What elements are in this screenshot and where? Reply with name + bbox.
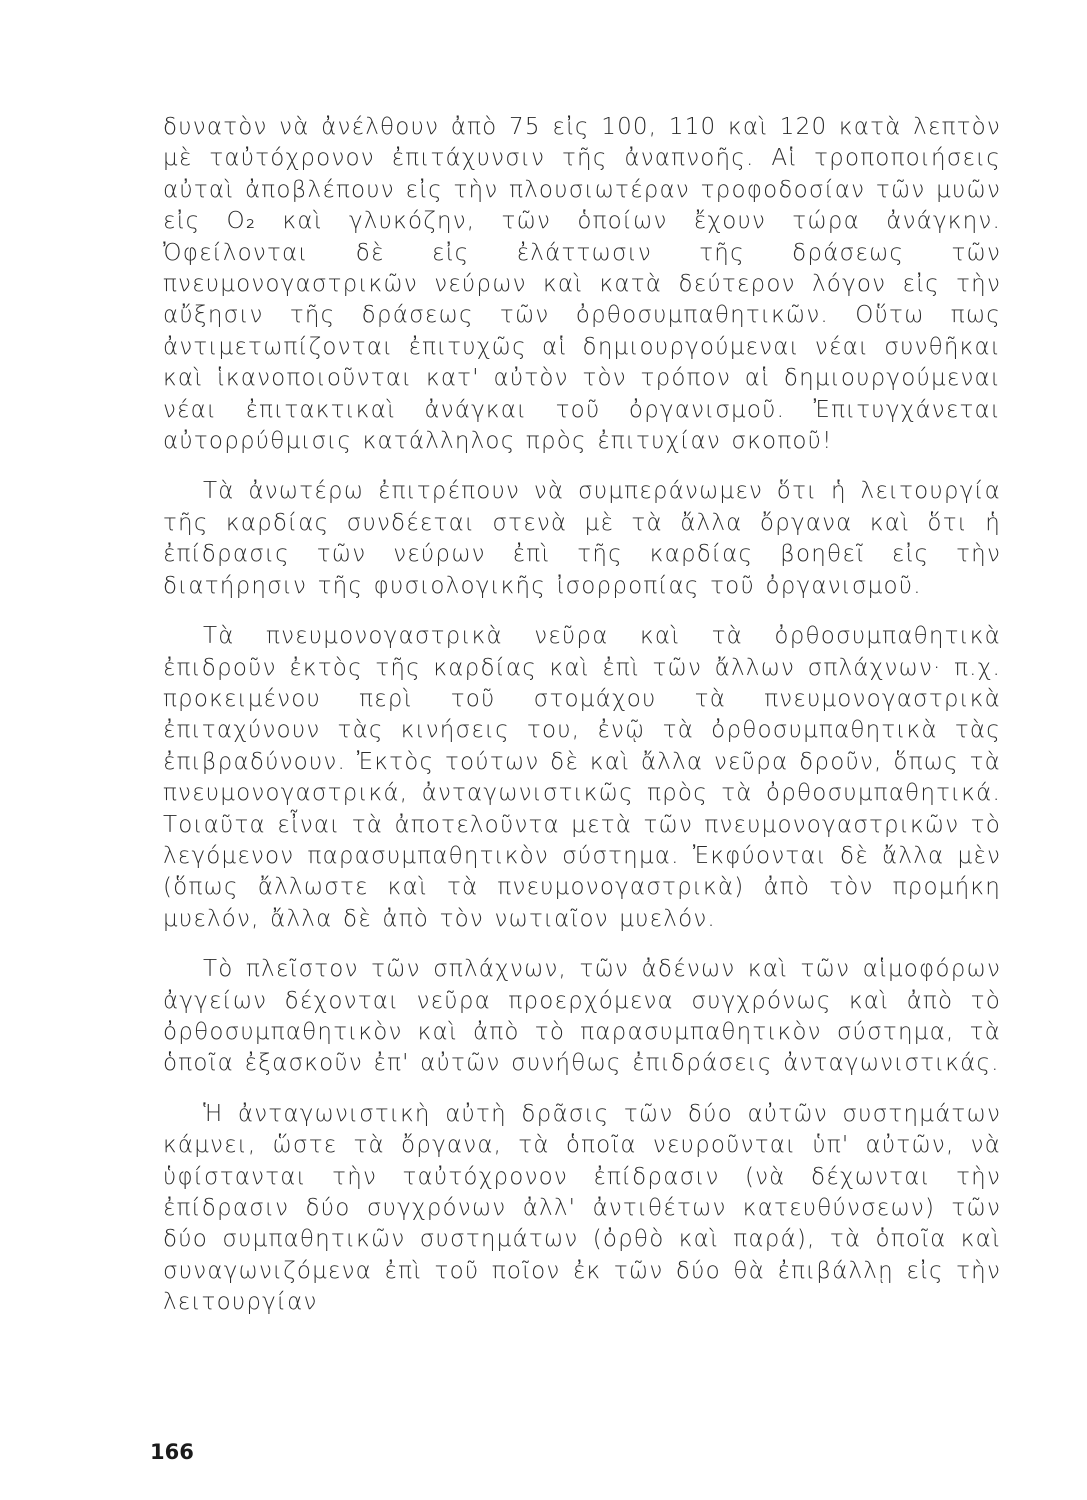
paragraph-3: Τὰ πνευμονογαστρικὰ νεῦρα καὶ τὰ ὀρθοσυμπαθητικὰ ἐπιδροῦν ἐκτὸς τῆς καρδίας καὶ ἐπὶ τῶν ἄλλων σπλάχνων· π.χ. προκειμένου περὶ τοῦ στομάχου τὰ πνευμονογαστρικὰ ἐπιταχύνουν τὰς κινήσεις του, ἐνῷ τὰ ὀρθοσυμπαθητικὰ τὰς ἐπιβραδύνουν. Ἐκτὸς τούτων δὲ καὶ ἄλλα νεῦρα δροῦν, ὅπως τὰ πνευμονογαστρικά, ἀνταγωνιστικῶς πρὸς τὰ ὀρθοσυμπαθητικά. Τοιαῦτα εἶναι τὰ ἀποτελοῦντα μετὰ τῶν πνευμονογαστρικῶν τὸ λεγόμενον παρασυμπαθητικὸν σύστημα. Ἐκφύονται δὲ ἄλλα μὲν (ὅπως ἄλλωστε καὶ τὰ πνευμονογαστρικὰ) ἀπὸ τὸν προμήκη μυελόν, ἄλλα δὲ ἀπὸ τὸν νωτιαῖον μυελόν. xyxy=(163,623,1001,932)
paragraph-2: Τὰ ἀνωτέρω ἐπιτρέπουν νὰ συμπεράνωμεν ὅτι ἡ λειτουργία τῆς καρδίας συνδέεται στενὰ μὲ τὰ ἄλλα ὄργανα καὶ ὅτι ἡ ἐπίδρασις τῶν νεύρων ἐπὶ τῆς καρδίας βοηθεῖ εἰς τὴν διατήρησιν τῆς φυσιολογικῆς ἰσορροπίας τοῦ ὀργανισμοῦ. xyxy=(163,478,1001,599)
paragraph-4: Τὸ πλεῖστον τῶν σπλάχνων, τῶν ἀδένων καὶ τῶν αἱμοφόρων ἀγγείων δέχονται νεῦρα προερχόμενα συγχρόνως καὶ ἀπὸ τὸ ὀρθοσυμπαθητικὸν καὶ ἀπὸ τὸ παρασυμπαθητικὸν σύστημα, τὰ ὁποῖα ἐξασκοῦν ἐπ' αὐτῶν συνήθως ἐπιδράσεις ἀνταγωνιστικάς. xyxy=(163,956,1001,1077)
paragraph-5: Ἡ ἀνταγωνιστικὴ αὐτὴ δρᾶσις τῶν δύο αὐτῶν συστημάτων κάμνει, ὥστε τὰ ὄργανα, τὰ ὁποῖα νευροῦνται ὑπ' αὐτῶν, νὰ ὑφίστανται τὴν ταὐτόχρονον ἐπίδρασιν (νὰ δέχωνται τὴν ἐπίδρασιν δύο συγχρόνων ἀλλ' ἀντιθέτων κατευθύνσεων) τῶν δύο συμπαθητικῶν συστημάτων (ὀρθὸ καὶ παρά), τὰ ὁποῖα καὶ συναγωνιζόμενα ἐπὶ τοῦ ποῖον ἐκ τῶν δύο θὰ ἐπιβάλλῃ εἰς τὴν λειτουργίαν xyxy=(163,1100,1001,1316)
page-number: 166 xyxy=(150,1440,194,1464)
body-text xyxy=(163,112,1001,1338)
paragraph-1: δυνατὸν νὰ ἀνέλθουν ἀπὸ 75 εἰς 100, 110 καὶ 120 κατὰ λεπτὸν μὲ ταὐτόχρονον ἐπιτάχυνσιν τῆς ἀναπνοῆς. Αἱ τροποποιήσεις αὐταὶ ἀποβλέπουν εἰς τὴν πλουσιωτέραν τροφοδοσίαν τῶν μυῶν εἰς O₂ καὶ γλυκόζην, τῶν ὁποίων ἔχουν τώρα ἀνάγκην. Ὀφείλονται δὲ εἰς ἐλάττωσιν τῆς δράσεως τῶν πνευμονογαστρικῶν νεύρων καὶ κατὰ δεύτερον λόγον εἰς τὴν αὔξησιν τῆς δράσεως τῶν ὀρθοσυμπαθητικῶν. Οὕτω πως ἀντιμετωπίζονται ἐπιτυχῶς αἱ δημιουργούμεναι νέαι συνθῆκαι καὶ ἱκανοποιοῦνται κατ' αὐτὸν τὸν τρόπον αἱ δημιουργούμεναι νέαι ἐπιτακτικαὶ ἀνάγκαι τοῦ ὀργανισμοῦ. Ἐπιτυγχάνεται αὐτορρύθμισις κατάλληλος πρὸς ἐπιτυχίαν σκοποῦ! xyxy=(163,114,1001,455)
